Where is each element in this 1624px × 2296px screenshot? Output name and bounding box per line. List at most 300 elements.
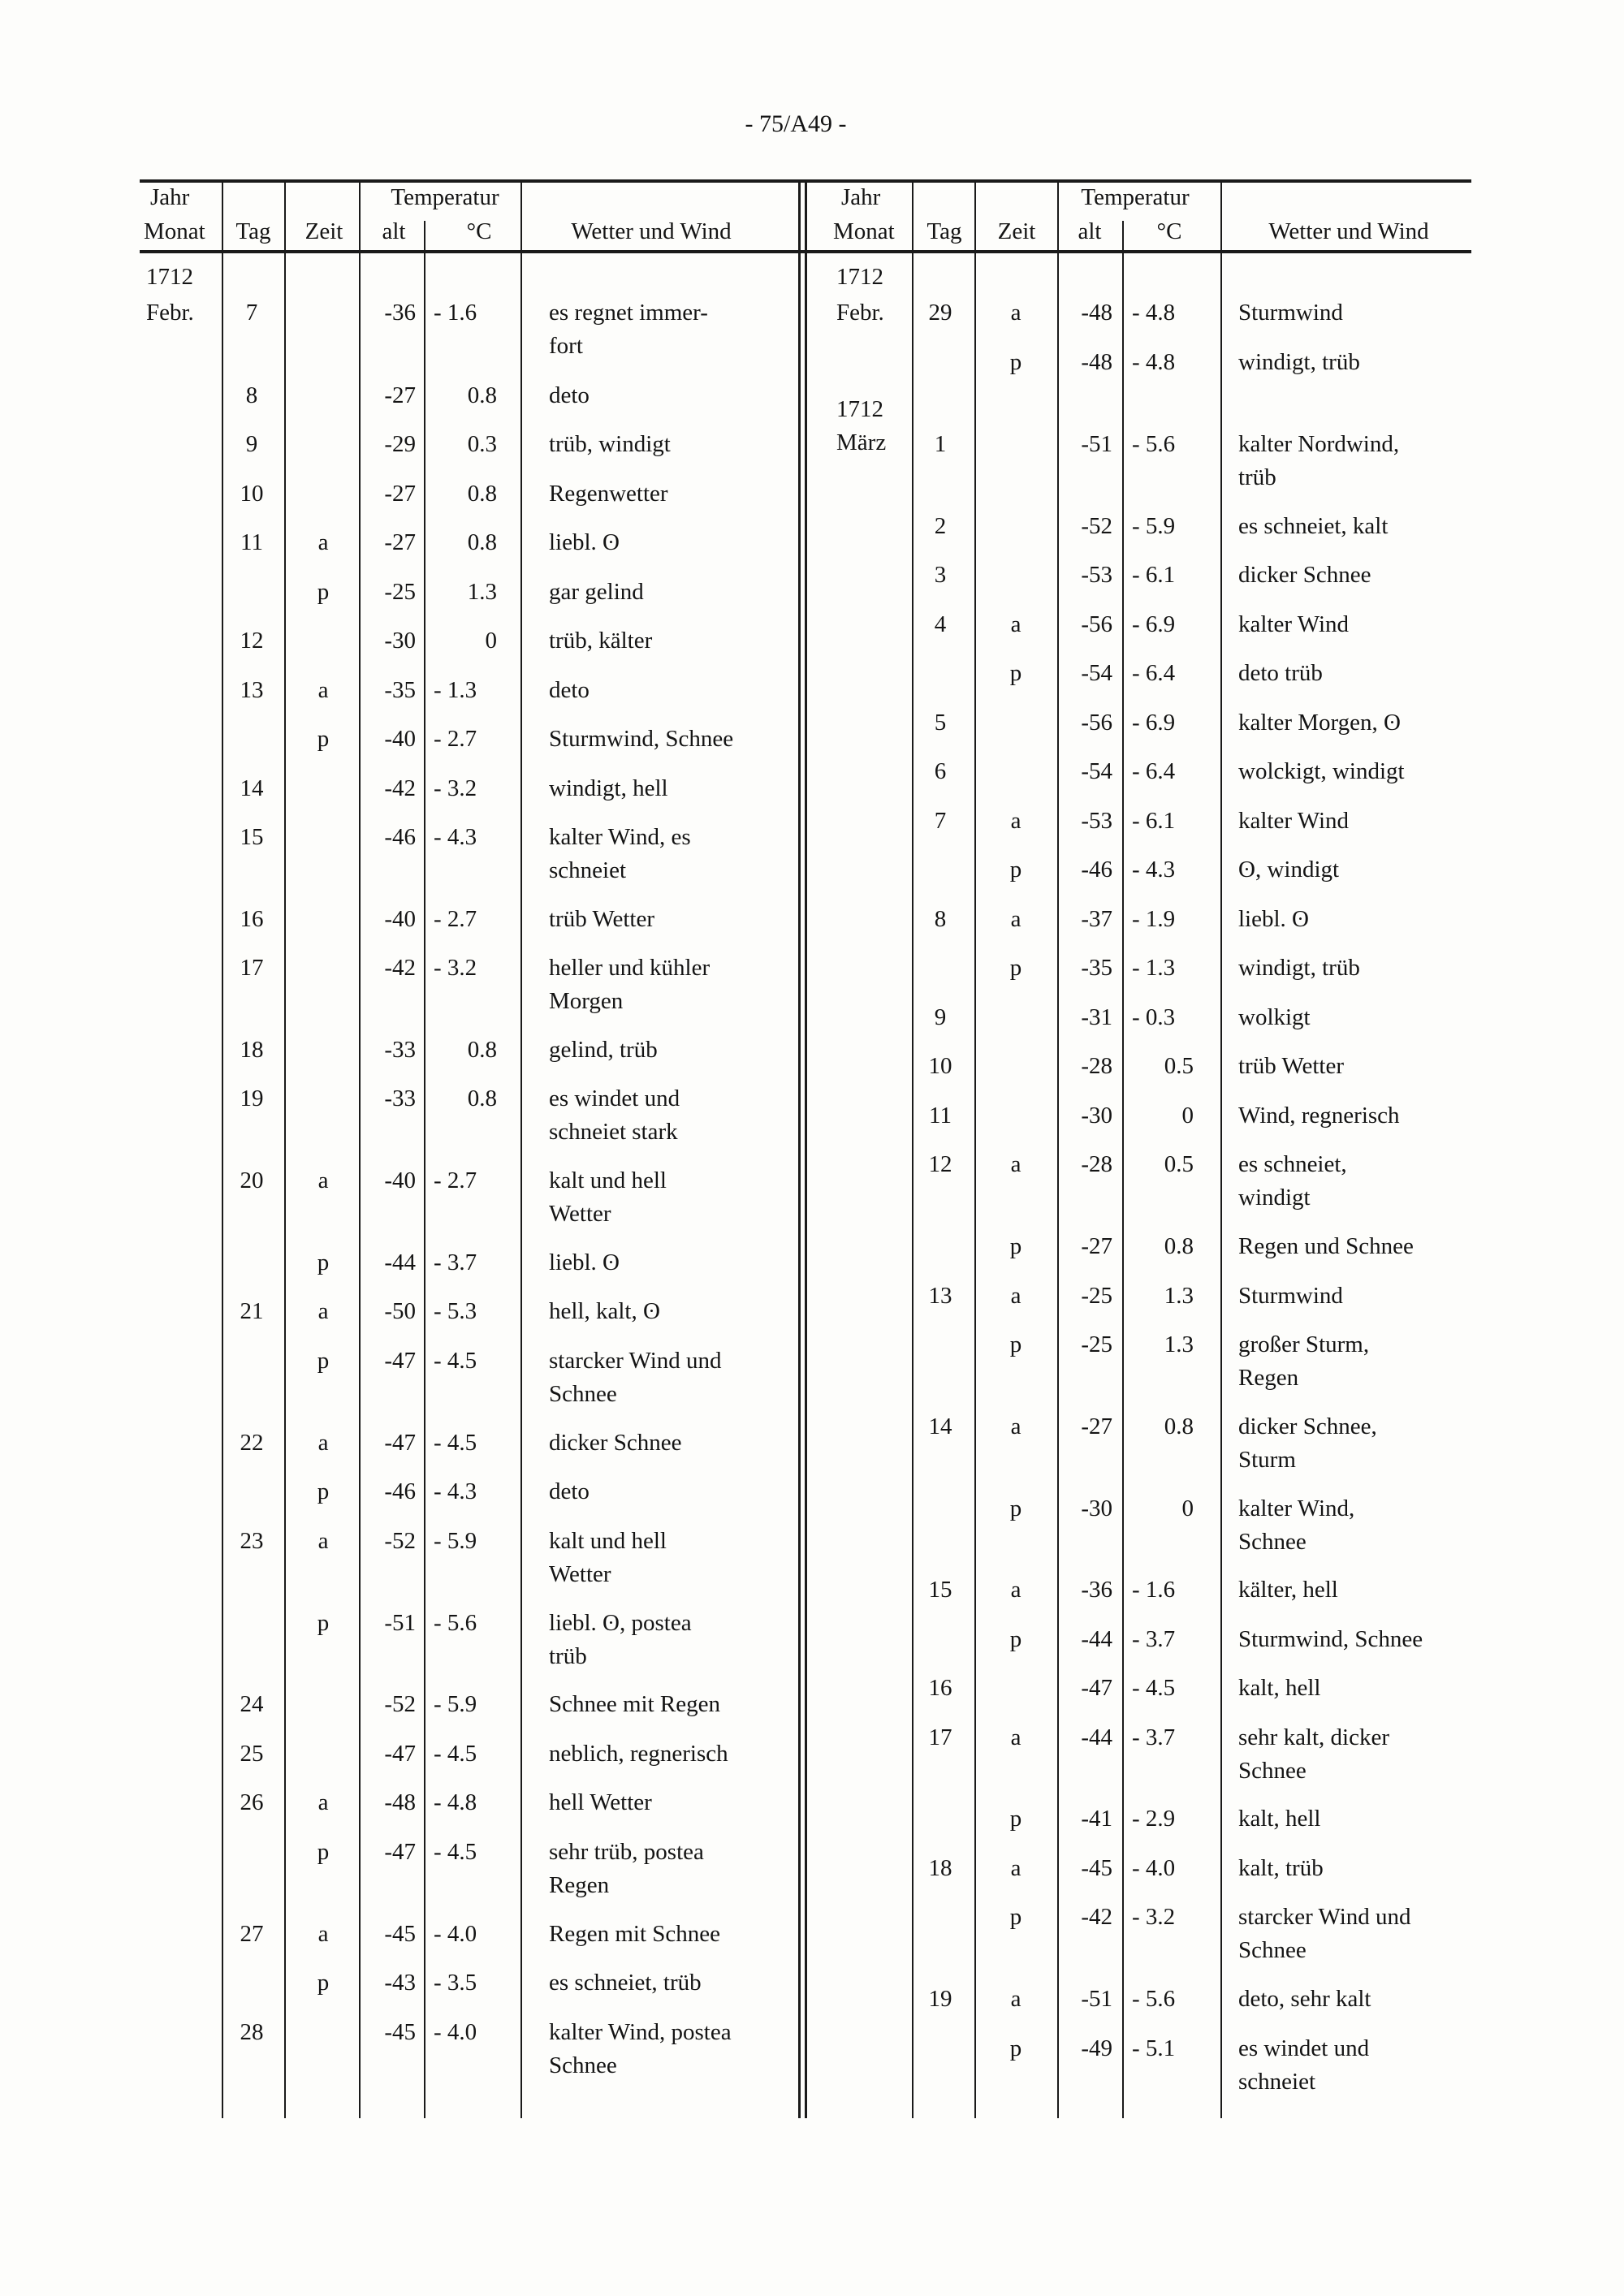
- weather-text: sehr kalt, dicker: [1238, 1724, 1390, 1750]
- old-scale-temp-cell: -30: [1081, 1103, 1112, 1129]
- weather-text: trüb Wetter: [549, 906, 655, 932]
- weather-text: es windet und: [549, 1085, 680, 1111]
- old-scale-temp-cell: -49: [1081, 2035, 1112, 2061]
- day-cell: 14: [928, 1413, 952, 1439]
- celsius-temp-cell: 1.3: [1164, 1283, 1194, 1309]
- celsius-temp-cell: 0: [1181, 1103, 1194, 1129]
- weather-text: kalter Wind,: [1238, 1495, 1355, 1521]
- weather-text: Regenwetter: [549, 481, 668, 507]
- weather-text: kalter Nordwind,: [1238, 431, 1400, 457]
- weather-text: Sturmwind, Schnee: [1238, 1626, 1423, 1652]
- day-cell: 17: [240, 955, 264, 981]
- celsius-temp-cell: - 3.2: [1132, 1904, 1176, 1930]
- left-header-alt: alt: [382, 218, 406, 244]
- day-cell: 3: [934, 562, 947, 588]
- celsius-temp-cell: - 5.1: [1132, 2035, 1176, 2061]
- old-scale-temp-cell: -40: [384, 726, 416, 752]
- weather-text: großer Sturm,: [1238, 1331, 1370, 1357]
- old-scale-temp-cell: -51: [384, 1610, 416, 1636]
- weather-text: windigt, trüb: [1238, 349, 1360, 375]
- old-scale-temp-cell: -36: [384, 300, 416, 326]
- old-scale-temp-cell: -27: [1081, 1413, 1112, 1439]
- left-col-rule-celsius: [424, 221, 425, 2118]
- celsius-temp-cell: - 1.3: [1132, 955, 1176, 981]
- weather-text: Schnee: [1238, 1758, 1307, 1784]
- old-scale-temp-cell: -48: [1081, 300, 1112, 326]
- weather-text: Schnee mit Regen: [549, 1691, 721, 1717]
- weather-text: schneiet stark: [549, 1119, 678, 1145]
- weather-text: heller und kühler: [549, 955, 710, 981]
- old-scale-temp-cell: -46: [384, 824, 416, 850]
- weather-text: kalter Morgen, ʘ: [1238, 710, 1401, 736]
- right-col-rule-celsius: [1122, 221, 1124, 2118]
- celsius-temp-cell: - 4.0: [434, 1921, 477, 1947]
- time-cell: p: [1009, 1904, 1022, 1930]
- celsius-temp-cell: - 4.0: [1132, 1855, 1176, 1881]
- old-scale-temp-cell: -28: [1081, 1151, 1112, 1177]
- middle-double-rule-a: [798, 181, 801, 2118]
- old-scale-temp-cell: -43: [384, 1970, 416, 1996]
- celsius-temp-cell: - 4.8: [1132, 300, 1176, 326]
- old-scale-temp-cell: -25: [1081, 1331, 1112, 1357]
- old-scale-temp-cell: -36: [1081, 1577, 1112, 1603]
- weather-text: liebl. ʘ: [549, 1249, 620, 1275]
- weather-text: kalter Wind: [1238, 808, 1350, 834]
- weather-text: deto: [549, 382, 590, 408]
- weather-text: Sturm: [1238, 1447, 1296, 1473]
- weather-text: Morgen: [549, 988, 624, 1014]
- time-cell: a: [1010, 1986, 1021, 2012]
- day-cell: 15: [928, 1577, 952, 1603]
- weather-text: dicker Schnee: [549, 1430, 682, 1456]
- celsius-temp-cell: - 1.3: [434, 677, 477, 703]
- weather-text: windigt, trüb: [1238, 955, 1360, 981]
- old-scale-temp-cell: -47: [384, 1348, 416, 1374]
- left-header-tag: Tag: [235, 218, 271, 244]
- celsius-temp-cell: - 4.5: [434, 1839, 477, 1865]
- time-cell: a: [317, 1167, 329, 1193]
- old-scale-temp-cell: -35: [1081, 955, 1112, 981]
- right-year-mar: 1712: [836, 396, 883, 422]
- left-col-rule-zeit: [284, 181, 286, 2118]
- weather-text: starcker Wind und: [1238, 1904, 1411, 1930]
- day-cell: 19: [928, 1986, 952, 2012]
- day-cell: 12: [240, 628, 264, 654]
- page-number: - 75/A49 -: [745, 110, 847, 137]
- celsius-temp-cell: - 5.9: [1132, 513, 1176, 539]
- old-scale-temp-cell: -30: [1081, 1495, 1112, 1521]
- right-header-alt: alt: [1078, 218, 1102, 244]
- right-col-rule-wetter: [1220, 181, 1222, 2118]
- old-scale-temp-cell: -42: [1081, 1904, 1112, 1930]
- time-cell: p: [1009, 1331, 1022, 1357]
- weather-text: liebl. ʘ, postea: [549, 1610, 692, 1636]
- day-cell: 8: [245, 382, 258, 408]
- left-header-celsius: °C: [466, 218, 492, 244]
- weather-text: deto: [549, 677, 590, 703]
- weather-text: Wind, regnerisch: [1238, 1103, 1400, 1129]
- weather-text: liebl. ʘ: [549, 529, 620, 555]
- celsius-temp-cell: - 1.6: [1132, 1577, 1176, 1603]
- old-scale-temp-cell: -56: [1081, 611, 1112, 637]
- old-scale-temp-cell: -48: [1081, 349, 1112, 375]
- day-cell: 11: [929, 1103, 952, 1129]
- weather-text: Schnee: [549, 1381, 617, 1407]
- day-cell: 16: [928, 1675, 952, 1701]
- old-scale-temp-cell: -27: [384, 481, 416, 507]
- right-header-celsius: °C: [1156, 218, 1182, 244]
- old-scale-temp-cell: -44: [1081, 1724, 1112, 1750]
- weather-text: Regen und Schnee: [1238, 1233, 1414, 1259]
- time-cell: a: [317, 1528, 329, 1554]
- old-scale-temp-cell: -27: [1081, 1233, 1112, 1259]
- celsius-temp-cell: 0.8: [1164, 1233, 1194, 1259]
- celsius-temp-cell: 1.3: [467, 579, 497, 605]
- time-cell: a: [1010, 611, 1021, 637]
- weather-text: schneiet: [549, 857, 627, 883]
- weather-text: starcker Wind und: [549, 1348, 722, 1374]
- time-cell: p: [317, 726, 330, 752]
- old-scale-temp-cell: -27: [384, 529, 416, 555]
- day-cell: 9: [934, 1004, 947, 1030]
- right-month-feb: Febr.: [836, 300, 884, 326]
- time-cell: p: [317, 1348, 330, 1374]
- left-month: Febr.: [146, 300, 194, 326]
- celsius-temp-cell: - 1.6: [434, 300, 477, 326]
- celsius-temp-cell: - 6.1: [1132, 562, 1176, 588]
- celsius-temp-cell: - 2.7: [434, 726, 477, 752]
- weather-text: hell, kalt, ʘ: [549, 1298, 660, 1324]
- celsius-temp-cell: 0.8: [467, 529, 497, 555]
- day-cell: 1: [934, 431, 947, 457]
- old-scale-temp-cell: -44: [384, 1249, 416, 1275]
- right-header-monat: Monat: [833, 218, 895, 244]
- celsius-temp-cell: 0.5: [1164, 1151, 1194, 1177]
- day-cell: 9: [245, 431, 258, 457]
- day-cell: 11: [240, 529, 263, 555]
- celsius-temp-cell: - 3.7: [1132, 1724, 1176, 1750]
- weather-text: Regen: [1238, 1365, 1299, 1391]
- old-scale-temp-cell: -33: [384, 1085, 416, 1111]
- old-scale-temp-cell: -54: [1081, 758, 1112, 784]
- day-cell: 4: [934, 611, 947, 637]
- day-cell: 29: [928, 300, 952, 326]
- time-cell: a: [317, 1921, 329, 1947]
- celsius-temp-cell: - 5.6: [1132, 431, 1176, 457]
- weather-text: Sturmwind: [1238, 1283, 1343, 1309]
- time-cell: a: [1010, 300, 1021, 326]
- old-scale-temp-cell: -46: [1081, 857, 1112, 883]
- weather-text: kälter, hell: [1238, 1577, 1338, 1603]
- day-cell: 14: [240, 775, 264, 801]
- old-scale-temp-cell: -47: [384, 1839, 416, 1865]
- celsius-temp-cell: 0: [1181, 1495, 1194, 1521]
- celsius-temp-cell: - 3.5: [434, 1970, 477, 1996]
- day-cell: 21: [240, 1298, 264, 1324]
- left-col-rule-alt: [359, 181, 361, 2118]
- weather-text: Regen: [549, 1872, 610, 1898]
- old-scale-temp-cell: -42: [384, 955, 416, 981]
- time-cell: p: [317, 1478, 330, 1504]
- day-cell: 22: [240, 1430, 264, 1456]
- time-cell: a: [317, 1298, 329, 1324]
- old-scale-temp-cell: -40: [384, 1167, 416, 1193]
- right-header-wetter: Wetter und Wind: [1268, 218, 1429, 244]
- celsius-temp-cell: - 2.7: [434, 1167, 477, 1193]
- celsius-temp-cell: - 1.9: [1132, 906, 1176, 932]
- weather-text: es regnet immer-: [549, 300, 708, 326]
- old-scale-temp-cell: -47: [384, 1430, 416, 1456]
- right-col-rule-zeit: [974, 181, 976, 2118]
- old-scale-temp-cell: -41: [1081, 1806, 1112, 1832]
- time-cell: p: [1009, 660, 1022, 686]
- old-scale-temp-cell: -37: [1081, 906, 1112, 932]
- old-scale-temp-cell: -40: [384, 906, 416, 932]
- celsius-temp-cell: - 4.5: [434, 1348, 477, 1374]
- old-scale-temp-cell: -33: [384, 1037, 416, 1063]
- celsius-temp-cell: - 3.2: [434, 775, 477, 801]
- time-cell: a: [317, 529, 329, 555]
- time-cell: p: [317, 579, 330, 605]
- time-cell: p: [1009, 1495, 1022, 1521]
- old-scale-temp-cell: -25: [1081, 1283, 1112, 1309]
- right-month-mar: März: [836, 429, 887, 455]
- celsius-temp-cell: 0.8: [467, 1037, 497, 1063]
- old-scale-temp-cell: -54: [1081, 660, 1112, 686]
- celsius-temp-cell: 0.8: [467, 1085, 497, 1111]
- time-cell: p: [1009, 1806, 1022, 1832]
- old-scale-temp-cell: -56: [1081, 710, 1112, 736]
- time-cell: a: [1010, 906, 1021, 932]
- weather-text: ʘ, windigt: [1238, 857, 1340, 883]
- old-scale-temp-cell: -53: [1081, 562, 1112, 588]
- day-cell: 17: [928, 1724, 952, 1750]
- day-cell: 27: [240, 1921, 264, 1947]
- time-cell: p: [317, 1970, 330, 1996]
- time-cell: a: [1010, 1855, 1021, 1881]
- weather-text: Regen mit Schnee: [549, 1921, 721, 1947]
- weather-text: kalt und hell: [549, 1167, 667, 1193]
- celsius-temp-cell: - 6.9: [1132, 710, 1176, 736]
- time-cell: a: [1010, 1283, 1021, 1309]
- celsius-temp-cell: 0.8: [1164, 1413, 1194, 1439]
- old-scale-temp-cell: -47: [1081, 1675, 1112, 1701]
- weather-text: kalt, hell: [1238, 1806, 1321, 1832]
- celsius-temp-cell: - 3.7: [434, 1249, 477, 1275]
- left-header-wetter: Wetter und Wind: [571, 218, 732, 244]
- celsius-temp-cell: - 4.8: [434, 1789, 477, 1815]
- time-cell: a: [317, 1430, 329, 1456]
- weather-text: Schnee: [549, 2052, 617, 2078]
- weather-text: hell Wetter: [549, 1789, 652, 1815]
- celsius-temp-cell: 1.3: [1164, 1331, 1194, 1357]
- celsius-temp-cell: - 4.5: [1132, 1675, 1176, 1701]
- day-cell: 16: [240, 906, 264, 932]
- day-cell: 15: [240, 824, 264, 850]
- day-cell: 23: [240, 1528, 264, 1554]
- time-cell: a: [317, 677, 329, 703]
- day-cell: 18: [928, 1855, 952, 1881]
- celsius-temp-cell: - 3.2: [434, 955, 477, 981]
- old-scale-temp-cell: -45: [1081, 1855, 1112, 1881]
- weather-text: deto: [549, 1478, 590, 1504]
- weather-text: deto trüb: [1238, 660, 1323, 686]
- left-header-monat: Monat: [144, 218, 205, 244]
- weather-text: windigt, hell: [549, 775, 668, 801]
- weather-text: wolckigt, windigt: [1238, 758, 1405, 784]
- old-scale-temp-cell: -46: [384, 1478, 416, 1504]
- celsius-temp-cell: - 5.6: [434, 1610, 477, 1636]
- day-cell: 25: [240, 1741, 264, 1767]
- left-header-zeit: Zeit: [304, 218, 343, 244]
- weather-text: windigt: [1238, 1185, 1311, 1211]
- celsius-temp-cell: - 4.3: [434, 1478, 477, 1504]
- day-cell: 5: [934, 710, 947, 736]
- day-cell: 10: [240, 481, 264, 507]
- celsius-temp-cell: - 4.3: [434, 824, 477, 850]
- old-scale-temp-cell: -51: [1081, 431, 1112, 457]
- weather-text: dicker Schnee: [1238, 562, 1371, 588]
- left-header-temperatur: Temperatur: [391, 184, 499, 210]
- weather-text: kalt und hell: [549, 1528, 667, 1554]
- weather-text: trüb, kälter: [549, 628, 653, 654]
- celsius-temp-cell: 0.3: [467, 431, 497, 457]
- time-cell: p: [1009, 349, 1022, 375]
- old-scale-temp-cell: -51: [1081, 1986, 1112, 2012]
- weather-text: Sturmwind, Schnee: [549, 726, 734, 752]
- celsius-temp-cell: - 3.7: [1132, 1626, 1176, 1652]
- weather-text: kalt, trüb: [1238, 1855, 1324, 1881]
- old-scale-temp-cell: -52: [1081, 513, 1112, 539]
- celsius-temp-cell: - 6.1: [1132, 808, 1176, 834]
- old-scale-temp-cell: -53: [1081, 808, 1112, 834]
- old-scale-temp-cell: -47: [384, 1741, 416, 1767]
- old-scale-temp-cell: -52: [384, 1528, 416, 1554]
- celsius-temp-cell: - 4.3: [1132, 857, 1176, 883]
- left-header-jahr: Jahr: [150, 184, 190, 210]
- weather-text: wolkigt: [1238, 1004, 1311, 1030]
- old-scale-temp-cell: -44: [1081, 1626, 1112, 1652]
- time-cell: a: [1010, 1724, 1021, 1750]
- celsius-temp-cell: - 6.9: [1132, 611, 1176, 637]
- celsius-temp-cell: - 4.5: [434, 1430, 477, 1456]
- left-col-rule-tag: [222, 181, 223, 2118]
- weather-text: gelind, trüb: [549, 1037, 658, 1063]
- celsius-temp-cell: - 0.3: [1132, 1004, 1176, 1030]
- day-cell: 18: [240, 1037, 264, 1063]
- weather-text: trüb: [1238, 464, 1276, 490]
- weather-text: sehr trüb, postea: [549, 1839, 704, 1865]
- old-scale-temp-cell: -28: [1081, 1053, 1112, 1079]
- old-scale-temp-cell: -27: [384, 382, 416, 408]
- day-cell: 26: [240, 1789, 264, 1815]
- left-col-rule-wetter: [520, 181, 522, 2118]
- weather-text: kalter Wind, postea: [549, 2019, 732, 2045]
- old-scale-temp-cell: -50: [384, 1298, 416, 1324]
- day-cell: 7: [245, 300, 258, 326]
- day-cell: 2: [934, 513, 947, 539]
- day-cell: 28: [240, 2019, 264, 2045]
- celsius-temp-cell: - 6.4: [1132, 758, 1176, 784]
- weather-text: es schneiet, kalt: [1238, 513, 1389, 539]
- time-cell: a: [1010, 1413, 1021, 1439]
- weather-text: fort: [549, 333, 583, 359]
- celsius-temp-cell: 0.5: [1164, 1053, 1194, 1079]
- day-cell: 12: [928, 1151, 952, 1177]
- time-cell: p: [317, 1839, 330, 1865]
- time-cell: p: [317, 1610, 330, 1636]
- old-scale-temp-cell: -25: [384, 579, 416, 605]
- old-scale-temp-cell: -48: [384, 1789, 416, 1815]
- weather-text: trüb Wetter: [1238, 1053, 1345, 1079]
- celsius-temp-cell: - 5.9: [434, 1691, 477, 1717]
- old-scale-temp-cell: -52: [384, 1691, 416, 1717]
- time-cell: p: [1009, 857, 1022, 883]
- old-scale-temp-cell: -35: [384, 677, 416, 703]
- weather-text: Schnee: [1238, 1529, 1307, 1555]
- time-cell: p: [317, 1249, 330, 1275]
- old-scale-temp-cell: -29: [384, 431, 416, 457]
- old-scale-temp-cell: -45: [384, 1921, 416, 1947]
- right-header-tag: Tag: [926, 218, 962, 244]
- weather-text: deto, sehr kalt: [1238, 1986, 1371, 2012]
- left-year: 1712: [146, 264, 193, 290]
- celsius-temp-cell: - 5.9: [434, 1528, 477, 1554]
- weather-text: Schnee: [1238, 1937, 1307, 1963]
- day-cell: 13: [240, 677, 264, 703]
- weather-text: Wetter: [549, 1201, 611, 1227]
- time-cell: a: [1010, 808, 1021, 834]
- celsius-temp-cell: - 2.7: [434, 906, 477, 932]
- celsius-temp-cell: - 6.4: [1132, 660, 1176, 686]
- celsius-temp-cell: 0: [485, 628, 497, 654]
- weather-text: gar gelind: [549, 579, 644, 605]
- weather-text: trüb: [549, 1643, 587, 1669]
- celsius-temp-cell: - 4.8: [1132, 349, 1176, 375]
- right-header-zeit: Zeit: [997, 218, 1036, 244]
- time-cell: p: [1009, 1626, 1022, 1652]
- middle-double-rule-b: [805, 181, 807, 2118]
- celsius-temp-cell: - 4.5: [434, 1741, 477, 1767]
- celsius-temp-cell: - 5.3: [434, 1298, 477, 1324]
- weather-text: kalter Wind, es: [549, 824, 691, 850]
- celsius-temp-cell: - 4.0: [434, 2019, 477, 2045]
- time-cell: p: [1009, 2035, 1022, 2061]
- day-cell: 13: [928, 1283, 952, 1309]
- celsius-temp-cell: - 5.6: [1132, 1986, 1176, 2012]
- celsius-temp-cell: - 2.9: [1132, 1806, 1176, 1832]
- weather-text: schneiet: [1238, 2069, 1316, 2095]
- weather-text: es windet und: [1238, 2035, 1370, 2061]
- day-cell: 6: [934, 758, 947, 784]
- right-header-jahr: Jahr: [841, 184, 881, 210]
- right-col-rule-tag: [912, 181, 914, 2118]
- day-cell: 10: [928, 1053, 952, 1079]
- weather-text: dicker Schnee,: [1238, 1413, 1377, 1439]
- weather-text: Wetter: [549, 1561, 611, 1587]
- right-col-rule-alt: [1057, 181, 1059, 2118]
- right-header-temperatur: Temperatur: [1081, 184, 1190, 210]
- weather-text: kalt, hell: [1238, 1675, 1321, 1701]
- weather-text: liebl. ʘ: [1238, 906, 1309, 932]
- old-scale-temp-cell: -30: [384, 628, 416, 654]
- weather-text: trüb, windigt: [549, 431, 671, 457]
- time-cell: p: [1009, 1233, 1022, 1259]
- time-cell: a: [1010, 1577, 1021, 1603]
- time-cell: p: [1009, 955, 1022, 981]
- weather-text: Sturmwind: [1238, 300, 1343, 326]
- day-cell: 19: [240, 1085, 264, 1111]
